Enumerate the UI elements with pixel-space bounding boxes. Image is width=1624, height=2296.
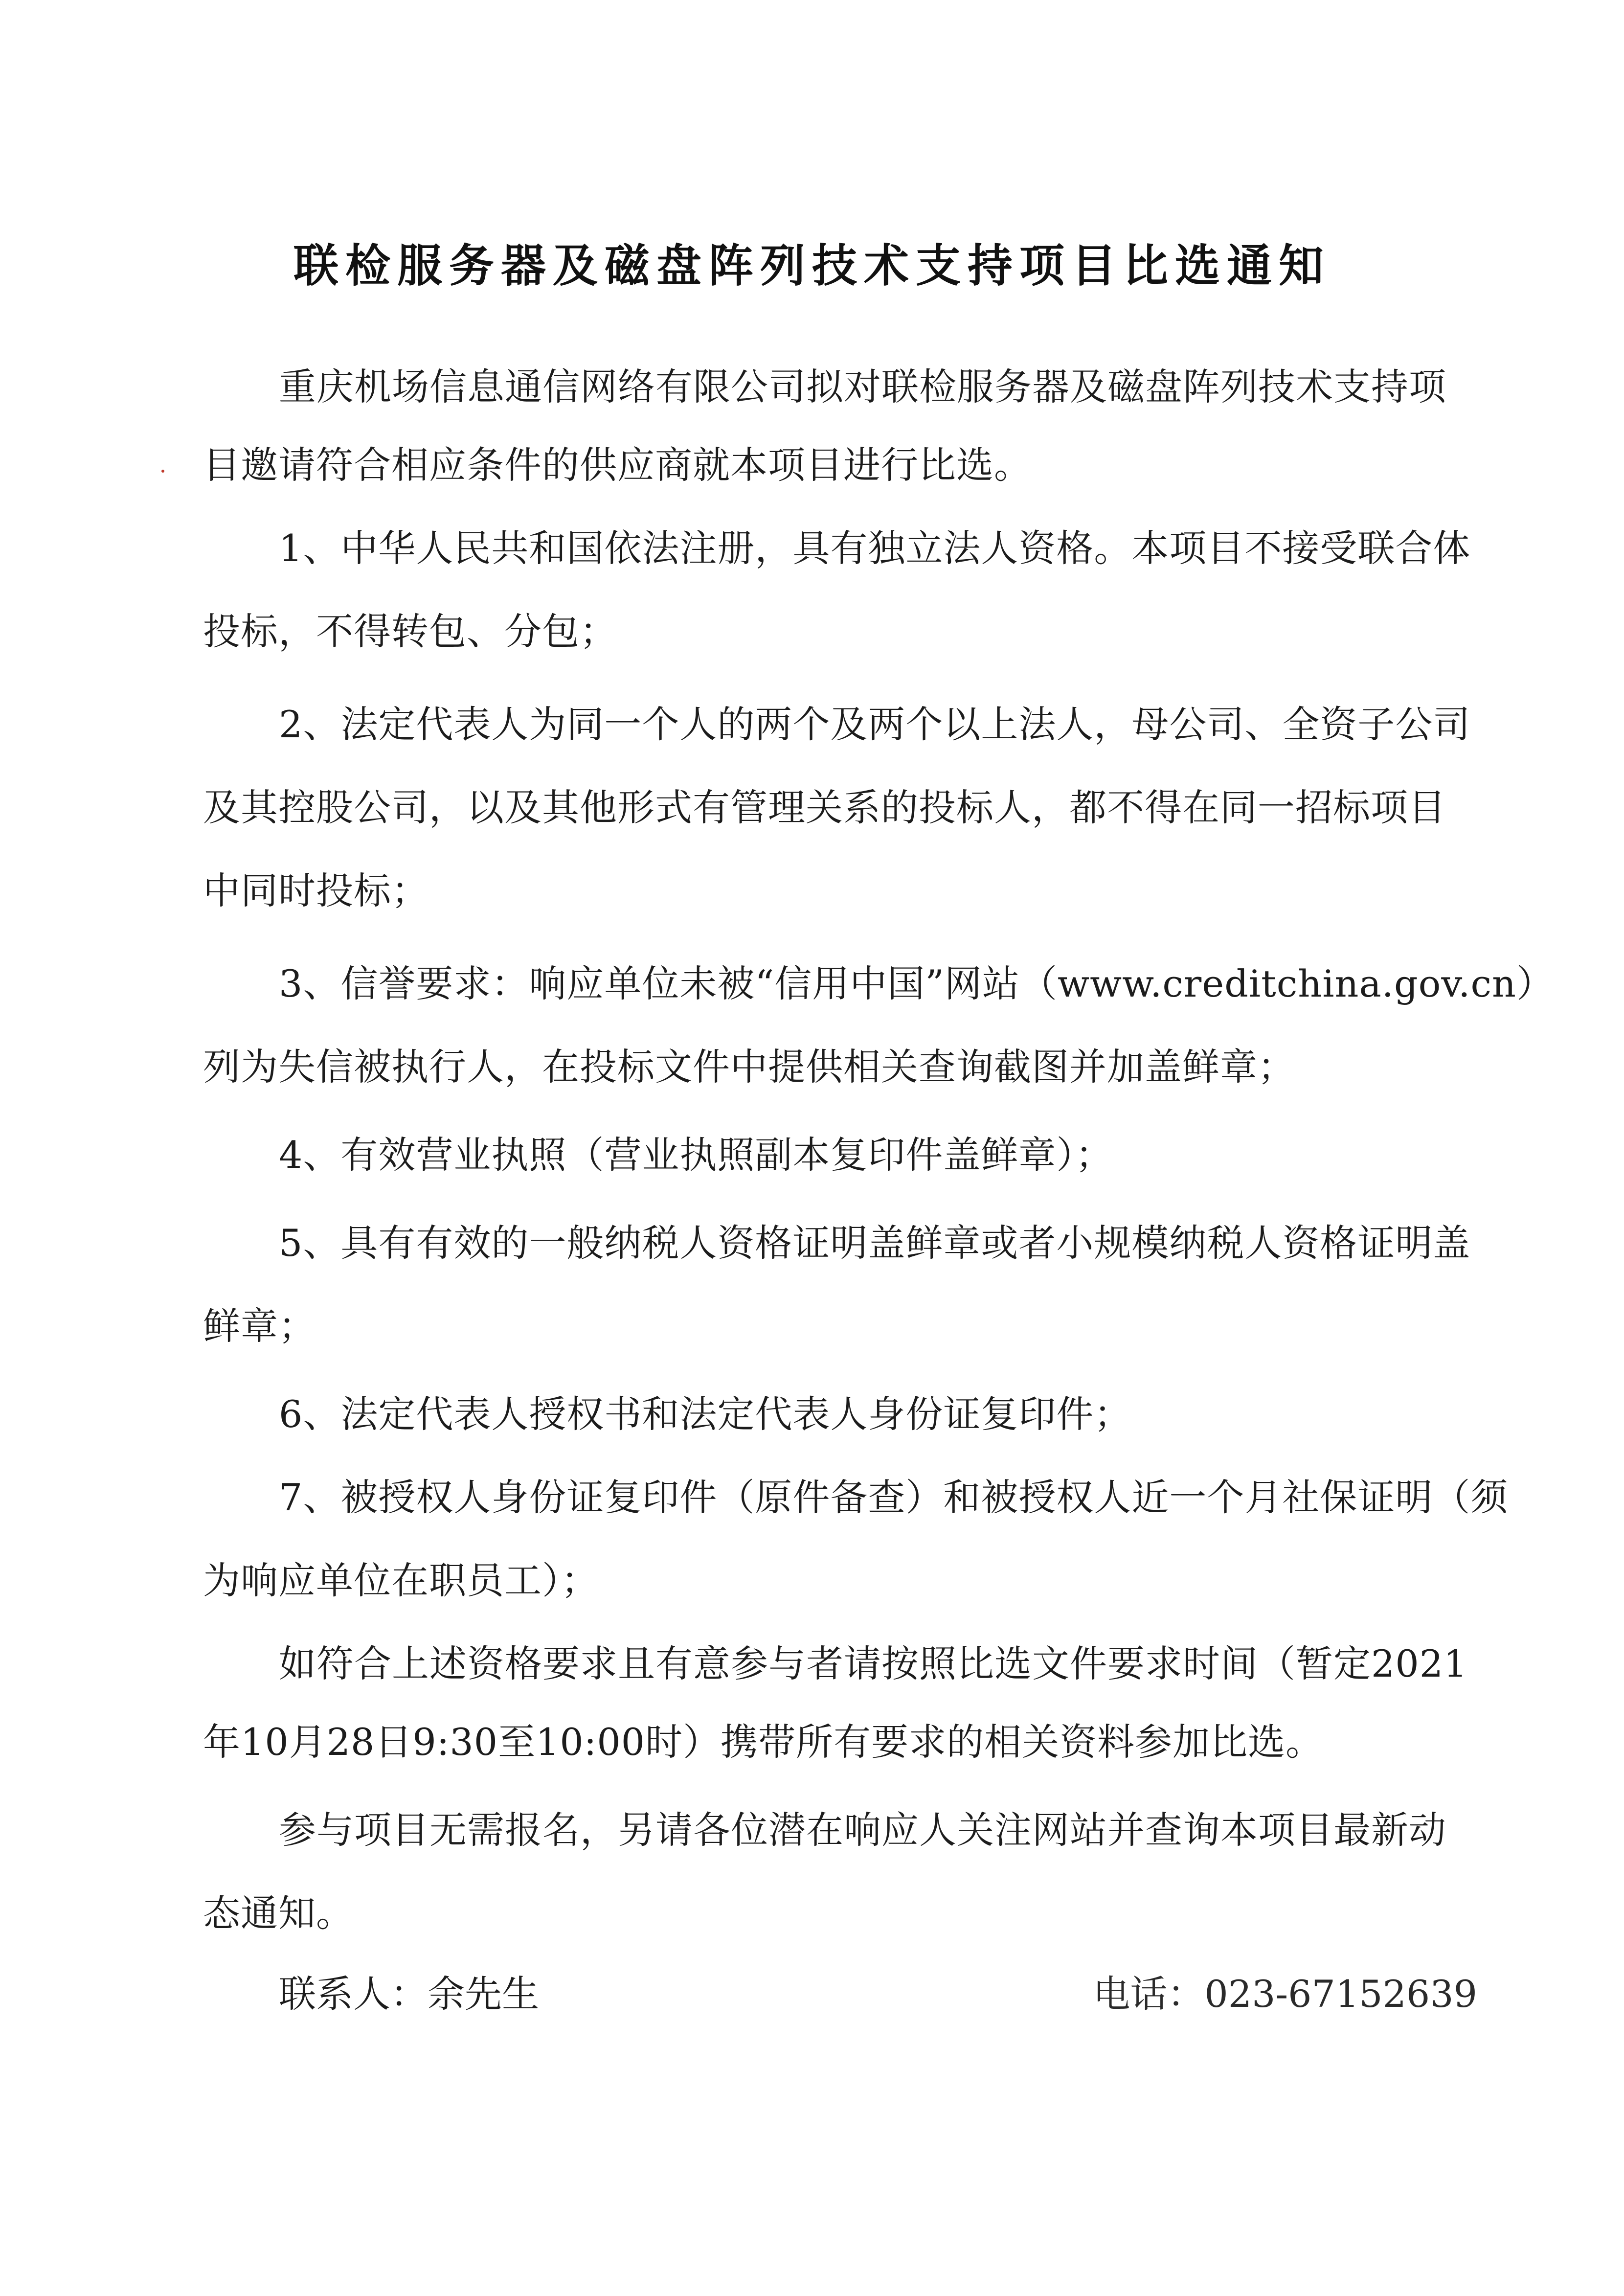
closing2-line-1: 参与项目无需报名，另请各位潜在响应人关注网站并查询本项目最新动 <box>279 1808 1446 1852</box>
closing2-line-2: 态通知。 <box>203 1891 354 1935</box>
document-title: 联检服务器及磁盘阵列技术支持项目比选通知 <box>293 239 1331 292</box>
item3-line-1: 3、信誉要求：响应单位未被“信用中国”网站（www.creditchina.gov.cn） <box>279 962 1554 1005</box>
item7-line-1: 7、被授权人身份证复印件（原件备查）和被授权人近一个月社保证明（须 <box>279 1476 1509 1519</box>
item1-line-2: 投标，不得转包、分包； <box>203 610 617 653</box>
closing1-line-2: 年10月28日9:30至10:00时）携带所有要求的相关资料参加比选。 <box>203 1720 1324 1764</box>
intro-line-1: 重庆机场信息通信网络有限公司拟对联检服务器及磁盘阵列技术支持项 <box>279 365 1446 409</box>
paper-speck <box>161 470 164 473</box>
item2-line-3: 中同时投标； <box>203 869 429 912</box>
item7-line-2: 为响应单位在职员工）； <box>203 1559 599 1602</box>
contact-person: 联系人：余先生 <box>279 1972 539 2016</box>
intro-line-2: 目邀请符合相应条件的供应商就本项目进行比选。 <box>203 443 1032 487</box>
item5-line-1: 5、具有有效的一般纳税人资格证明盖鲜章或者小规模纳税人资格证明盖 <box>279 1221 1471 1265</box>
item1-line-1: 1、中华人民共和国依法注册，具有独立法人资格。本项目不接受联合体 <box>279 526 1471 570</box>
contact-phone: 电话：023-67152639 <box>1093 1972 1477 2016</box>
item6-line-1: 6、法定代表人授权书和法定代表人身份证复印件； <box>279 1392 1132 1436</box>
item4-line-1: 4、有效营业执照（营业执照副本复印件盖鲜章）； <box>279 1133 1113 1177</box>
closing1-line-1: 如符合上述资格要求且有意参与者请按照比选文件要求时间（暂定2021 <box>279 1642 1468 1685</box>
item2-line-2: 及其控股公司，以及其他形式有管理关系的投标人，都不得在同一招标项目 <box>203 786 1446 829</box>
item2-line-1: 2、法定代表人为同一个人的两个及两个以上法人，母公司、全资子公司 <box>279 703 1471 746</box>
item3-line-2: 列为失信被执行人，在投标文件中提供相关查询截图并加盖鲜章； <box>203 1045 1295 1089</box>
item5-line-2: 鲜章； <box>203 1304 316 1348</box>
